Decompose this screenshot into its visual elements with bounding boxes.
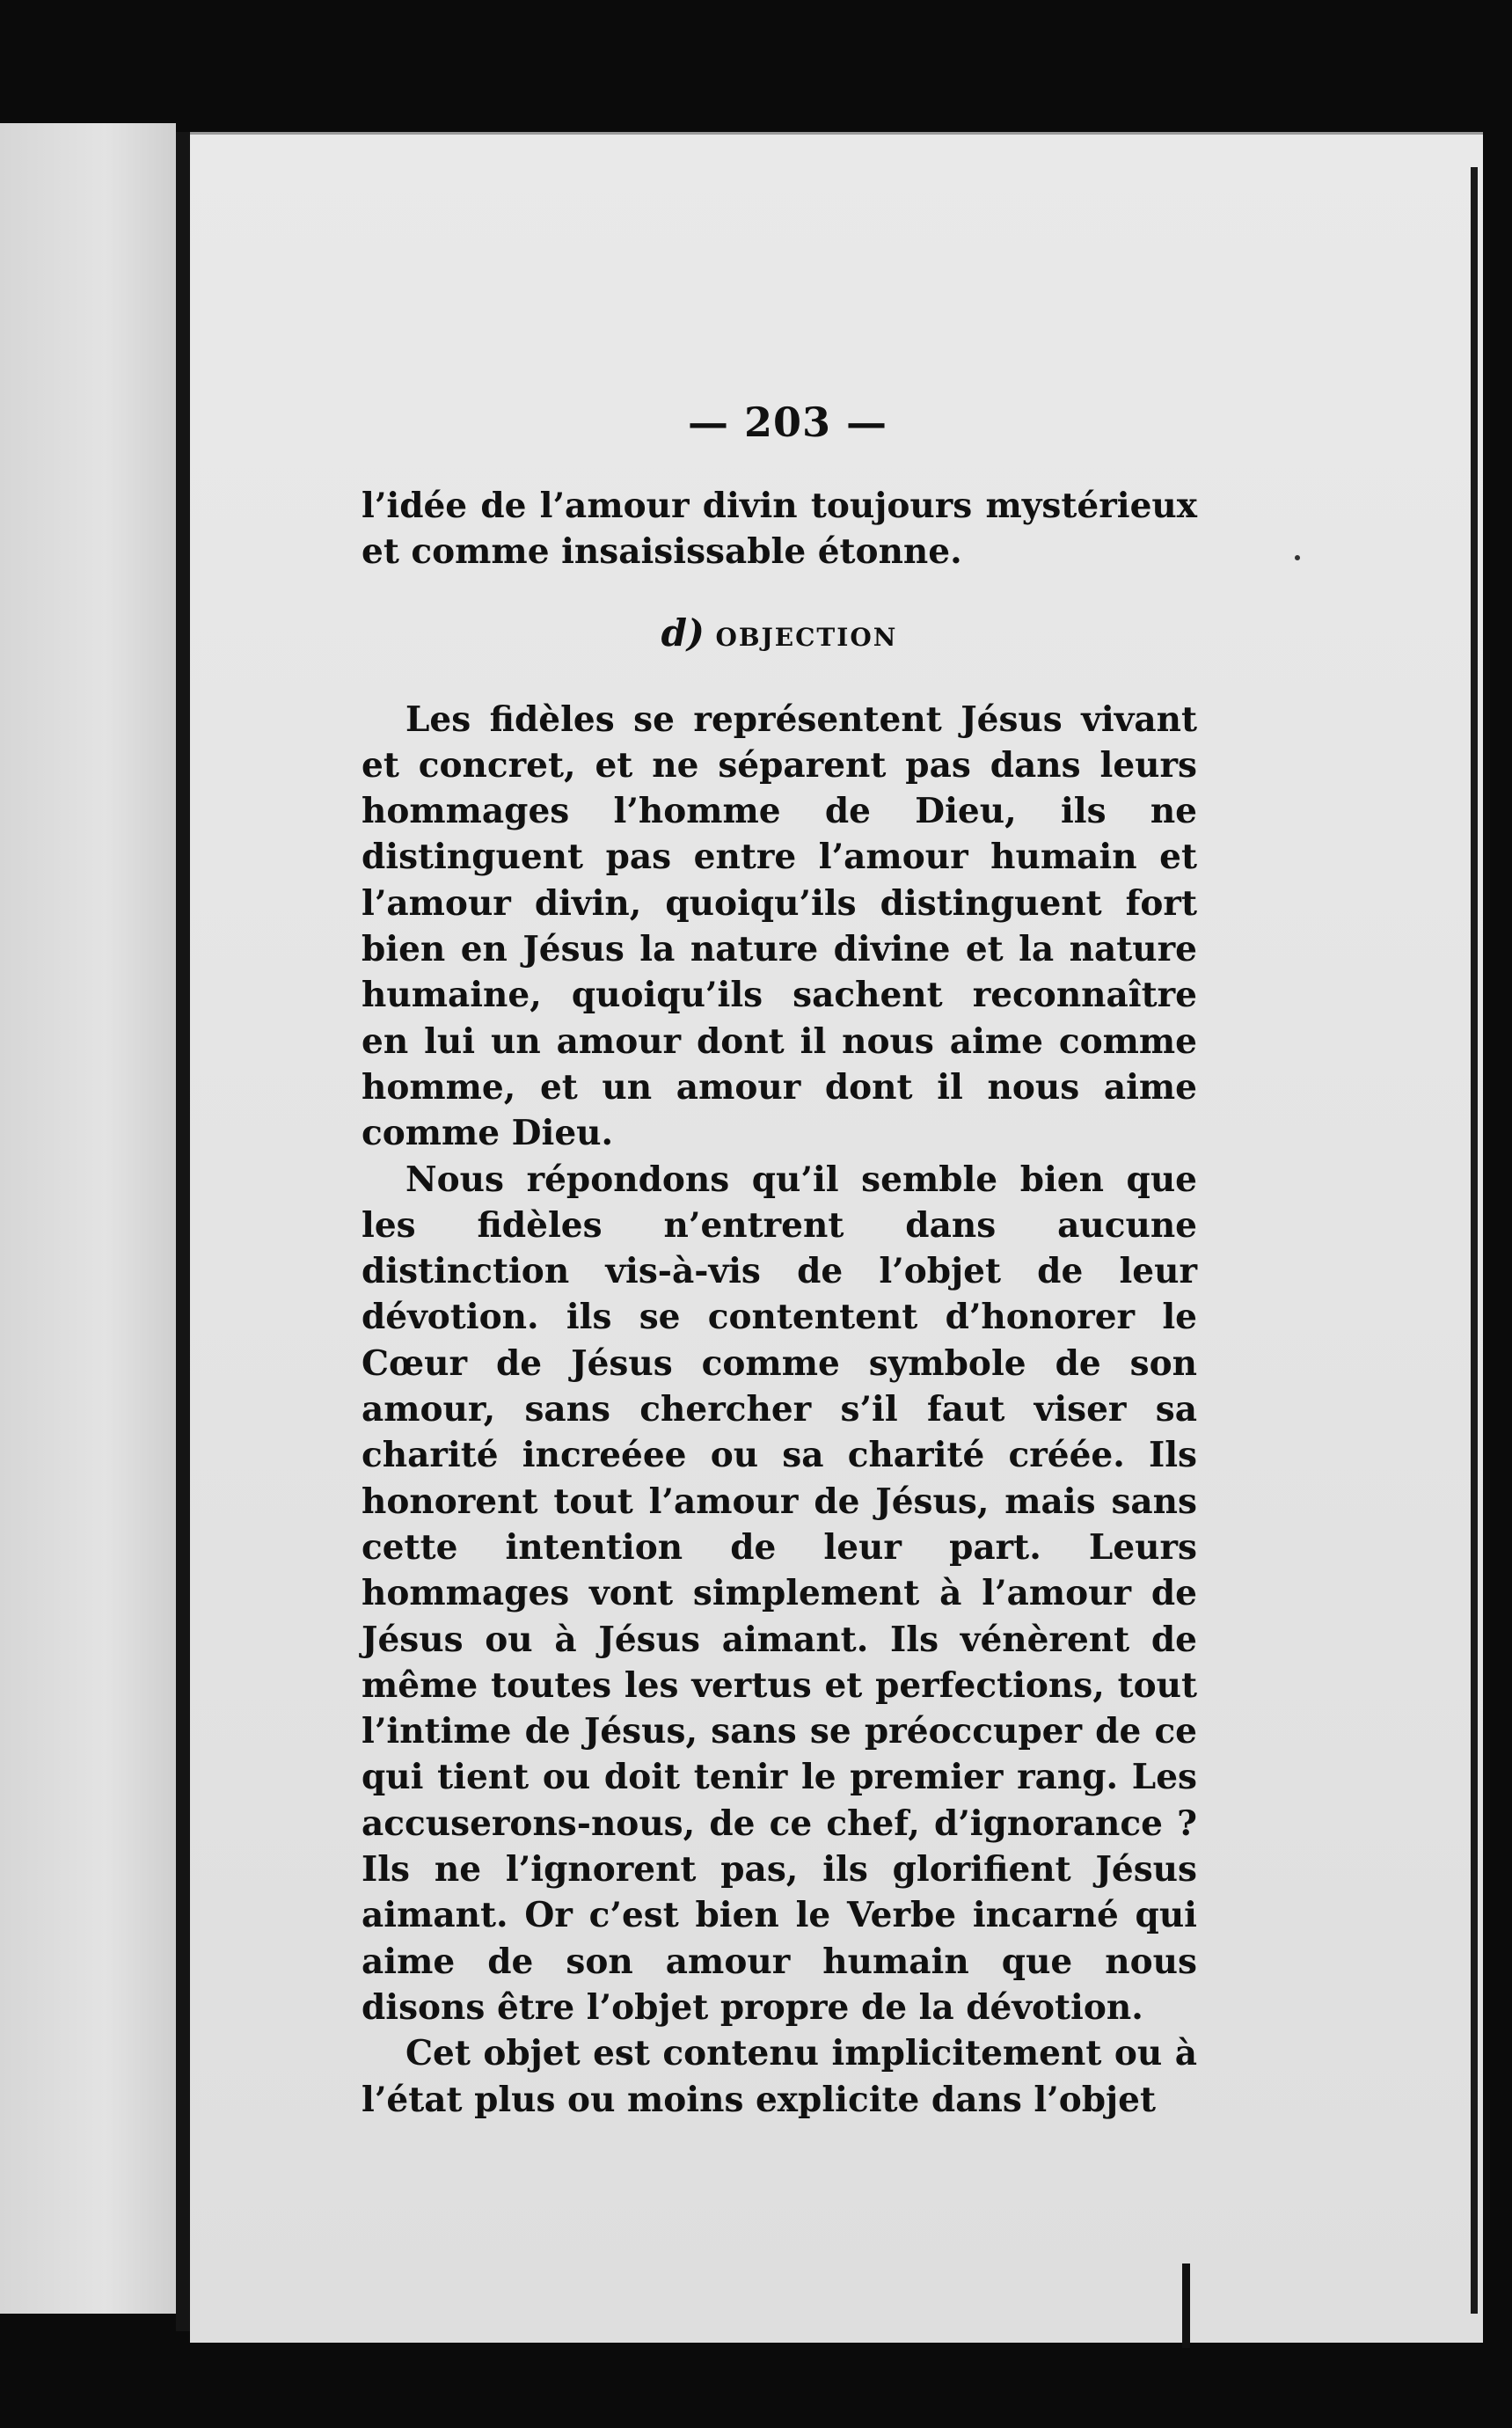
scan-speck [1295,555,1300,560]
section-letter: d) [661,611,705,655]
page-edge-shadow [1471,167,1478,2314]
facing-page [0,123,176,2314]
book-page [190,132,1483,2343]
paragraph-2: Nous répondons qu’il semble bien que les fidèles n’entrent dans aucune distinction vis-à-vis de l’objet de leur dévotion. ils se contentent d’honorer le Cœur de Jésus comme symbole de son amour, sans chercher s’il faut viser sa charité increéee ou sa charité créée. Ils honorent tout l’amour de Jésus, mais sans cette intention de leur part. Leurs hommages vont simplement à l’amour de Jésus ou à Jésus aimant. Ils vénèrent de même toutes les vertus et perfections, tout l’intime de Jésus, sans se préoccuper de ce qui tient ou doit tenir le premier rang. Les accuserons-nous, de ce chef, d’ignorance ? Ils ne l’ignorent pas, ils glorifient Jésus aimant. Or c’est bien le Verbe incarné qui aime de son amour humain que nous disons être l’objet propre de la dévotion. [362,1159,1197,2028]
margin-mark [1182,2263,1190,2348]
book-gutter [176,132,190,2331]
section-heading [362,611,1197,658]
page-text [362,483,1197,2123]
page-number: — 203 — [687,399,888,446]
paragraph-3: Cet objet est contenu implicitement ou à l’état plus ou moins explicite dans l’objet [362,2033,1197,2120]
paragraph-1: Les fidèles se représentent Jésus vivant et concret, et ne séparent pas dans leurs hommages l’homme de Dieu, ils ne distinguent pas entre l’amour humain et l’amour divin, quoiqu’ils distinguent fort bien en Jésus la nature divine et la nature humaine, quoiqu’ils sachent reconnaître en lui un amour dont il nous aime comme homme, et un amour dont il nous aime comme Dieu. [362,698,1197,1154]
section-title: objection [715,612,898,655]
opening-lines: l’idée de l’amour divin toujours mystérieux et comme insaisissable étonne. [362,486,1197,573]
